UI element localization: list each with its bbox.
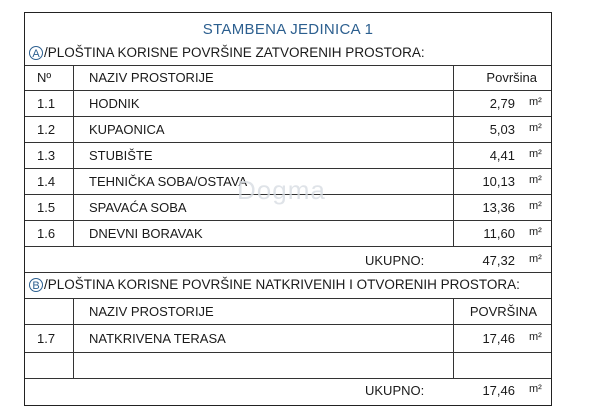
- room-name: HODNIK: [89, 96, 140, 111]
- col-name-header: NAZIV PROSTORIJE: [89, 70, 214, 85]
- row-number: 1.4: [37, 174, 56, 189]
- area-unit: m²: [529, 226, 542, 238]
- row-number: 1.5: [37, 200, 56, 215]
- total-label: UKUPNO:: [365, 253, 425, 268]
- room-name: NATKRIVENA TERASA: [89, 331, 226, 346]
- col-name-header-b: NAZIV PROSTORIJE: [89, 304, 214, 319]
- section-a-marker: A: [29, 46, 43, 60]
- room-name: KUPAONICA: [89, 122, 165, 137]
- divider: [25, 90, 551, 91]
- divider: [25, 65, 551, 66]
- column-divider: [453, 65, 454, 246]
- divider: [25, 220, 551, 221]
- divider: [25, 298, 551, 299]
- room-area: 17,46: [482, 331, 515, 346]
- divider: [25, 352, 551, 353]
- room-area: 2,79: [489, 96, 515, 111]
- room-area-sheet: [24, 12, 552, 406]
- section-b-heading-text: /PLOŠTINA KORISNE POVRŠINE NATKRIVENIH I OTVORENIH PROSTORA:: [44, 277, 520, 292]
- watermark-logo: Dogma: [237, 175, 326, 205]
- divider: [25, 378, 551, 379]
- section-a-heading: [29, 45, 425, 60]
- unit-title: STAMBENA JEDINICA 1: [202, 21, 374, 38]
- area-unit: m²: [529, 331, 542, 343]
- room-name: DNEVNI BORAVAK: [89, 226, 203, 241]
- column-divider: [453, 298, 454, 378]
- section-a-heading-text: /PLOŠTINA KORISNE POVRŠINE ZATVORENIH PROSTORA:: [44, 45, 425, 60]
- col-no-header: Nº: [37, 70, 52, 85]
- divider: [25, 142, 551, 143]
- room-area: 11,60: [483, 226, 515, 241]
- area-unit: m²: [529, 96, 542, 108]
- divider: [25, 272, 551, 273]
- total-label-b: UKUPNO:: [365, 383, 425, 398]
- section-b-heading: [29, 277, 520, 292]
- divider: [25, 324, 551, 325]
- room-area: 10,13: [482, 174, 515, 189]
- total-unit-b: m²: [529, 383, 542, 395]
- area-unit: m²: [529, 148, 542, 160]
- col-area-header-b: POVRŠINA: [469, 304, 537, 319]
- total-area: 47,32: [482, 253, 515, 268]
- divider: [25, 246, 551, 247]
- divider: [25, 168, 551, 169]
- col-area-header: Površina: [486, 70, 537, 85]
- area-unit: m²: [529, 174, 542, 186]
- room-name: TEHNIČKA SOBA/OSTAVA: [89, 174, 248, 189]
- row-number: 1.6: [37, 226, 56, 241]
- total-unit: m²: [529, 253, 542, 265]
- total-area-b: 17,46: [482, 383, 515, 398]
- room-area: 4,41: [489, 148, 515, 163]
- row-number: 1.7: [37, 331, 56, 346]
- room-name: STUBIŠTE: [89, 148, 153, 163]
- section-b-marker: B: [29, 278, 43, 292]
- room-area: 13,36: [482, 200, 515, 215]
- area-unit: m²: [529, 200, 542, 212]
- row-number: 1.1: [37, 96, 56, 111]
- row-number: 1.2: [37, 122, 56, 137]
- row-number: 1.3: [37, 148, 56, 163]
- area-unit: m²: [529, 122, 542, 134]
- column-divider: [73, 298, 74, 378]
- room-name: SPAVAĆA SOBA: [89, 200, 187, 215]
- column-divider: [73, 65, 74, 246]
- room-area: 5,03: [489, 122, 515, 137]
- divider: [25, 116, 551, 117]
